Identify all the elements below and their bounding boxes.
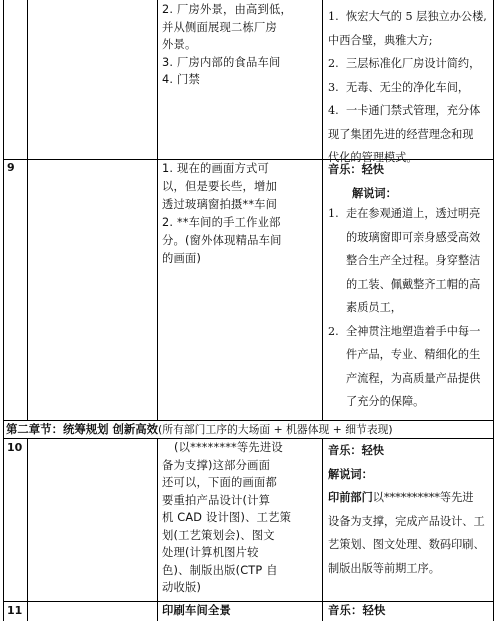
- item-number: 3.: [328, 80, 339, 94]
- item-number: 2.: [328, 324, 339, 338]
- text-line: 现了集团先进的经营理念和现: [328, 127, 474, 141]
- item-number: 1.: [328, 207, 339, 220]
- narration-item: [328, 5, 492, 29]
- table-col-divider-2: [157, 0, 158, 420]
- text-line: (以********等先进设: [174, 441, 283, 454]
- text-line: 2. **车间的手工作业部: [162, 216, 281, 229]
- row-8-shot-description: [162, 1, 320, 89]
- text-line: 并从侧面展现二栋厂房: [162, 20, 277, 34]
- text-line: 机 CAD 设计图)、工艺策: [162, 511, 292, 524]
- row-9-narration: [328, 202, 492, 414]
- text-line: 了充分的保障。: [346, 395, 425, 408]
- row-10-audio-narration: [328, 439, 492, 580]
- text-line: 透过玻璃窗拍摄**车间: [162, 198, 278, 211]
- row-9-audio: [328, 160, 492, 203]
- text-line: 的画面): [162, 252, 202, 265]
- row-8-narration: [328, 5, 492, 170]
- item-number: 2.: [328, 57, 339, 70]
- text-line: 全神贯注地塑造着手中每一: [346, 324, 481, 338]
- narration-item: [328, 76, 492, 100]
- narration-label: 解说词：: [328, 466, 373, 481]
- text-line: 中西合璧，典雅大方;: [328, 33, 433, 47]
- text-line: 划(工艺策划会)、图文: [162, 528, 275, 542]
- table-border-right: [493, 0, 494, 621]
- narration-item: [328, 52, 492, 76]
- text-line: 制版出版等前期工序。: [328, 561, 440, 575]
- text-line: 以**********等先进: [372, 491, 474, 504]
- text-line: 4. 门禁: [162, 73, 200, 86]
- text-line: 3. 厂房内部的食品车间: [162, 55, 281, 69]
- text-line: 的工装、佩戴整齐工帽的高: [346, 277, 481, 291]
- text-line: 1. 现在的画面方式可: [162, 162, 269, 175]
- table-col-divider-3: [322, 0, 323, 420]
- narration-label: 解说词：: [352, 186, 397, 200]
- text-line: 处理(计算机图片较: [162, 546, 259, 559]
- chapter-heading: [6, 421, 492, 438]
- text-line: 三层标准化厂房设计简约，: [346, 57, 481, 70]
- table-border-left: [3, 0, 4, 621]
- music-label: 音乐：轻快: [328, 444, 384, 457]
- table-col-divider-1: [27, 0, 28, 420]
- row-11-music: 音乐：轻快: [328, 604, 386, 617]
- row-9-number: 9: [7, 161, 15, 174]
- chapter-title: 第二章节：统筹规划 创新高效: [6, 422, 159, 436]
- department-name: 印前部门: [328, 491, 373, 504]
- row-11-number: 11: [7, 604, 23, 617]
- text-line: 动收版): [162, 581, 202, 594]
- item-number: 4.: [328, 104, 339, 117]
- text-line: 2. 厂房外景，由高到低，: [162, 3, 292, 16]
- table-col-divider-2b: [157, 438, 158, 621]
- text-line: 以，但是要长些，增加: [162, 180, 277, 193]
- music-label: 音乐：轻快: [328, 163, 384, 176]
- narration-item: [328, 202, 492, 320]
- text-line: 素质员工，: [346, 301, 402, 314]
- text-line: 色)、制版出版(CTP 自: [162, 563, 278, 577]
- text-line: 一卡通门禁式管理，充分体: [346, 104, 481, 117]
- text-line: 备为支撑)这部分画面: [162, 458, 271, 472]
- text-line: 外景。: [162, 38, 197, 51]
- item-number: 1.: [328, 10, 339, 23]
- text-line: 分。(窗外体现精品车间: [162, 234, 282, 247]
- narration-item: [328, 320, 492, 414]
- row-10-shot-description: [162, 439, 320, 597]
- narration-item: [328, 99, 492, 123]
- text-line: 的玻璃窗即可亲身感受高效: [346, 230, 481, 244]
- row-9-shot-description: [162, 160, 320, 268]
- row-11-shot-description: 印刷车间全景: [162, 604, 231, 617]
- text-line: 艺策划、图文处理、数码印刷、: [328, 538, 485, 551]
- row-10-number: 10: [7, 441, 23, 454]
- text-line: 设备为支撑，完成产品设计、工: [328, 514, 485, 528]
- text-line: 还可以，下面的画面都: [162, 476, 277, 489]
- table-col-divider-3b: [322, 438, 323, 621]
- text-line: 产流程，为高质量产品提供: [346, 371, 481, 385]
- text-line: 整合生产全过程。身穿整洁: [346, 254, 481, 267]
- text-line: 件产品，专业、精细化的生: [346, 348, 481, 361]
- text-line: 无毒、无尘的净化车间，: [346, 80, 470, 94]
- text-line: 要重拍产品设计(计算: [162, 493, 271, 507]
- table-col-divider-1b: [27, 438, 28, 621]
- text-line: 走在参观通道上，透过明亮: [346, 207, 481, 220]
- text-line: 代化的管理模式。: [328, 151, 418, 164]
- text-line: 恢宏大气的 5 层独立办公楼,: [346, 10, 487, 23]
- chapter-description: (所有部门工序的大场面 + 机器体现 + 细节表现): [158, 423, 393, 436]
